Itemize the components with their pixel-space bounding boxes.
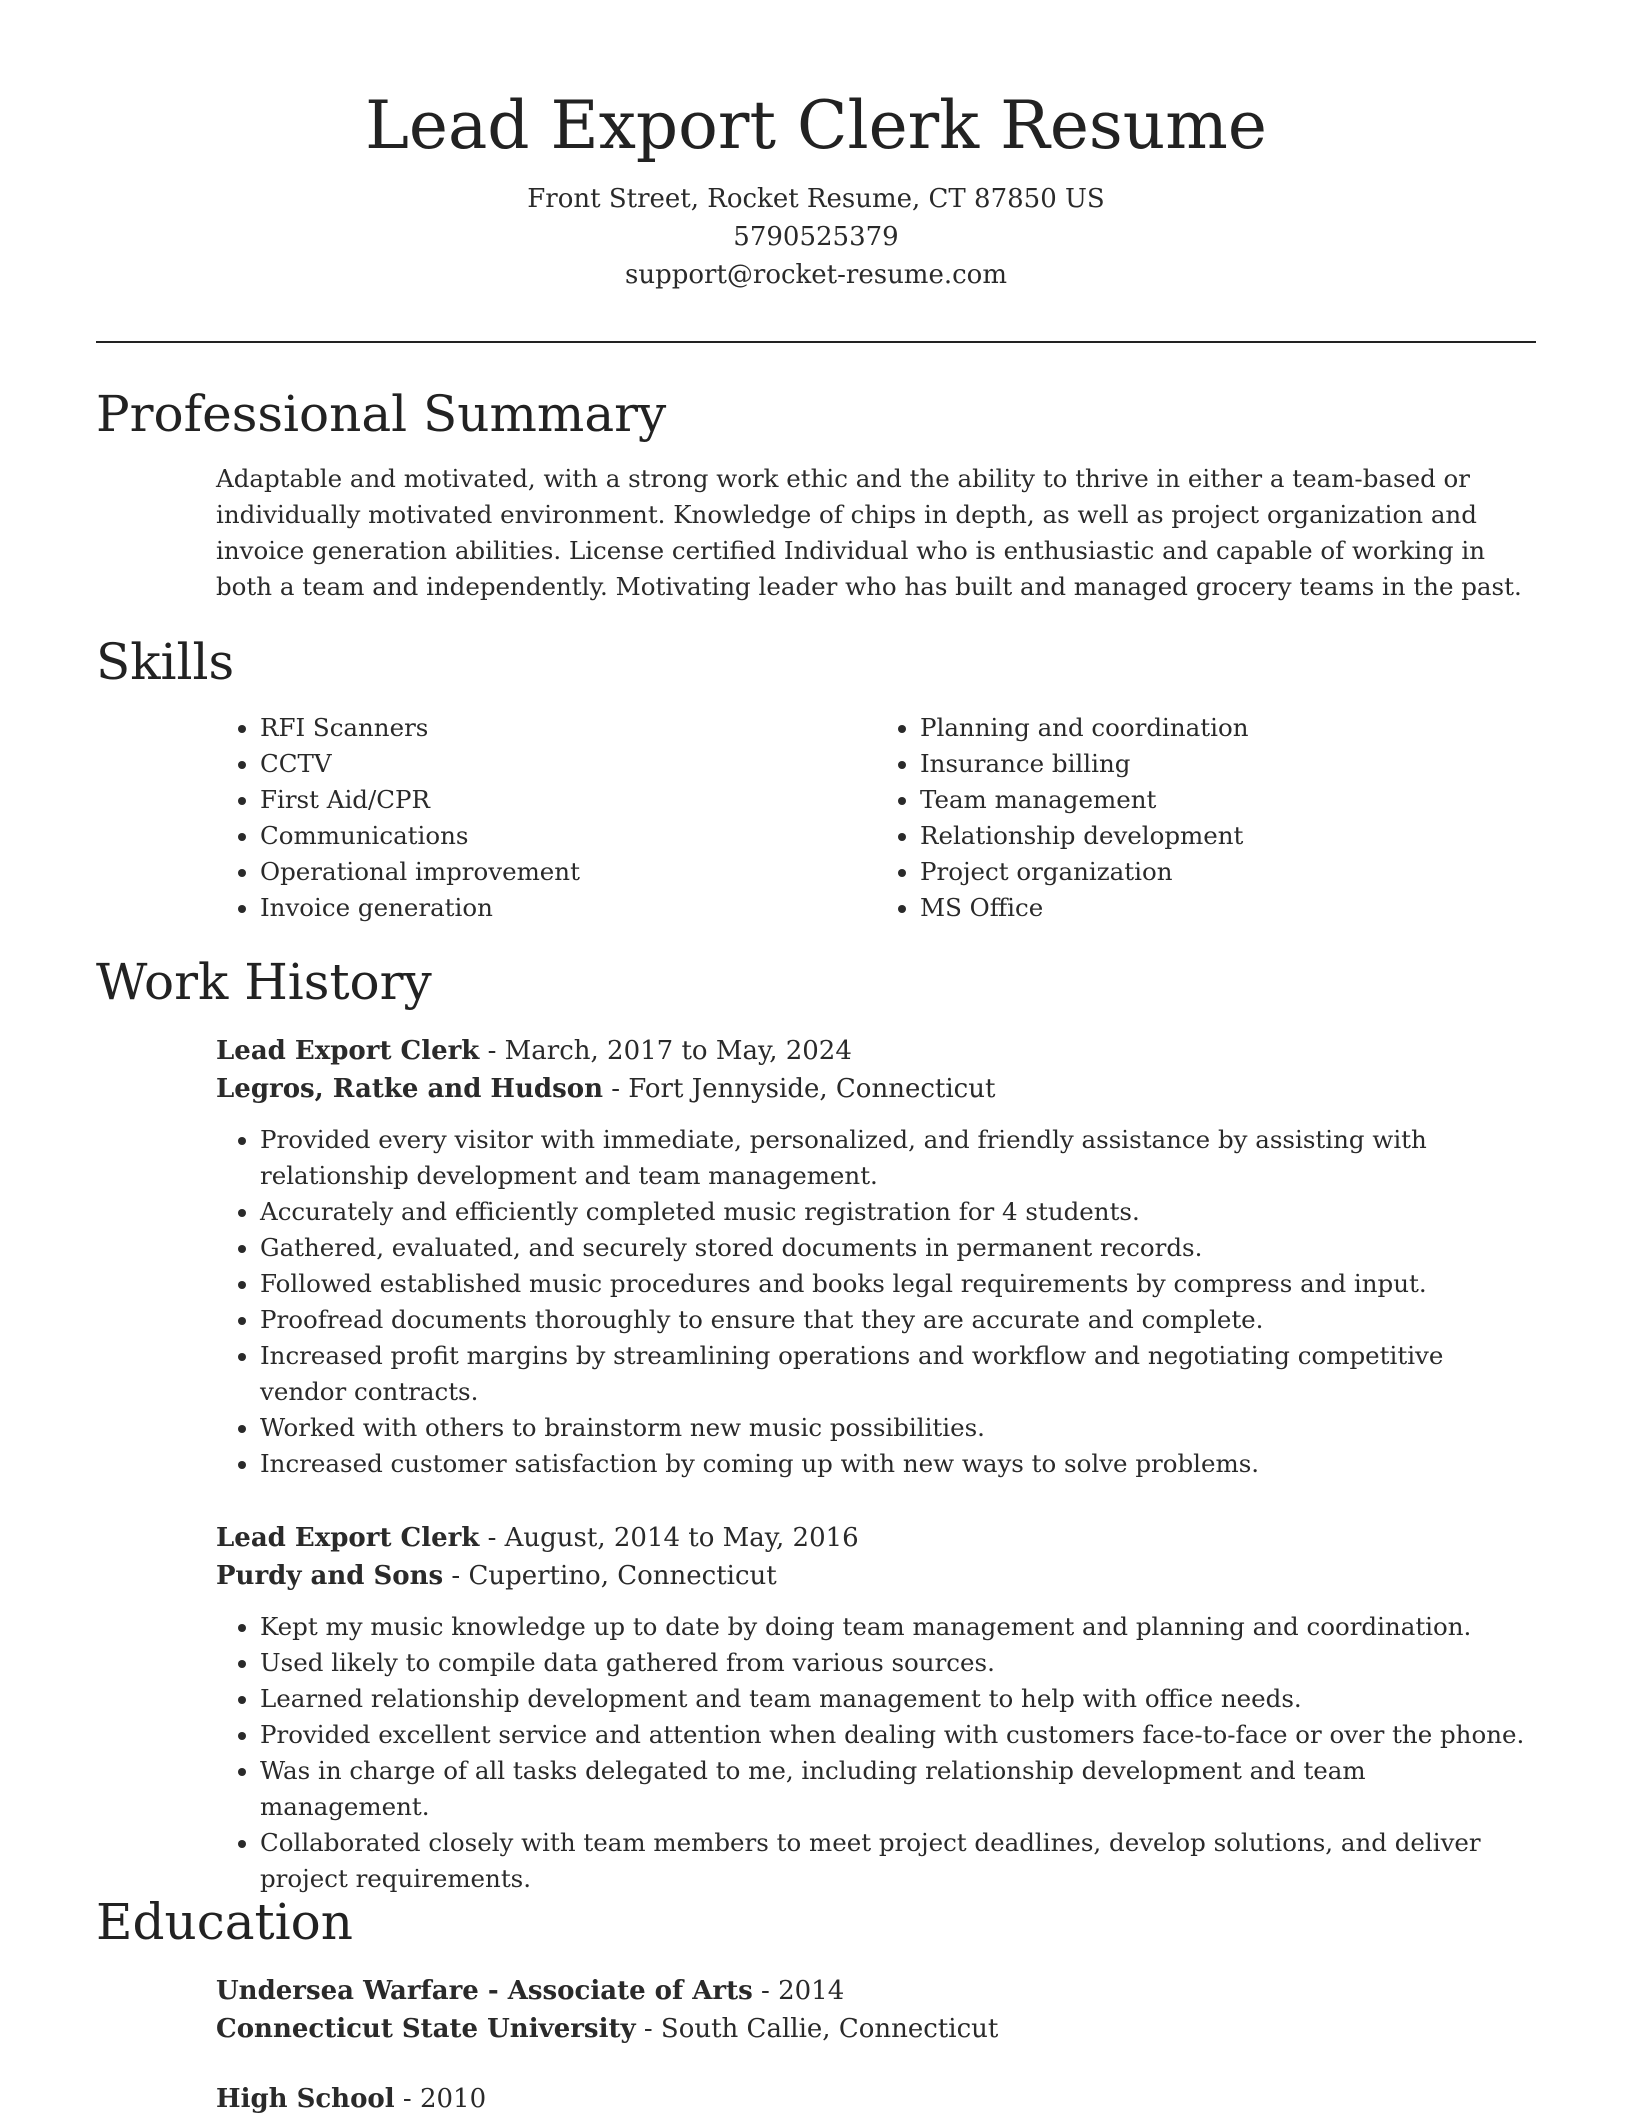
skill-item: • MS Office [920,890,1536,926]
job-bullet: • Collaborated closely with team members to meet project deadlines, develop solutions, and deliver project requirements. [260,1825,1536,1897]
education-degree-line [216,2080,1536,2118]
education-school: Connecticut State University [216,2014,636,2044]
education-location: - South Callie, Connecticut [635,2014,999,2044]
job-bullet: • Followed established music procedures and books legal requirements by compress and input. [260,1266,1536,1302]
education-school-line [216,2010,1536,2048]
skill-item: • Insurance billing [920,746,1536,782]
education-entry [216,2080,1536,2118]
contact-phone: 5790525379 [733,222,899,252]
job-dates: - March, 2017 to May, 2024 [479,1036,852,1066]
header-divider [96,341,1536,343]
skill-item: • RFI Scanners [260,710,876,746]
skill-item: • Planning and coordination [920,710,1536,746]
skill-item: • Communications [260,818,876,854]
job-bullet: • Gathered, evaluated, and securely stored documents in permanent records. [260,1230,1536,1266]
job-bullet: • Used likely to compile data gathered from various sources. [260,1645,1536,1681]
job-entry [216,1032,1536,1482]
job-bullet: • Provided excellent service and attention when dealing with customers face-to-face or over the phone. [260,1717,1536,1753]
resume-header [0,0,1632,294]
skills-column-left [216,710,876,926]
education-year: - 2014 [752,1976,845,2006]
job-entry [216,1519,1536,1897]
job-company-line [216,1557,1536,1595]
resume-title: Lead Export Clerk Resume [365,87,1267,164]
skill-item: • Team management [920,782,1536,818]
job-company: Purdy and Sons [216,1561,444,1591]
job-role: Lead Export Clerk [216,1523,480,1553]
skill-item: • Operational improvement [260,854,876,890]
job-company: Legros, Ratke and Hudson [216,1074,603,1104]
skill-item: • Project organization [920,854,1536,890]
skill-item: • Relationship development [920,818,1536,854]
education-degree: High School [216,2084,395,2114]
job-location: - Cupertino, Connecticut [443,1561,777,1591]
skill-item: • First Aid/CPR [260,782,876,818]
education-degree-line [216,1972,1536,2010]
section-title-work-history: Work History [96,953,432,1011]
section-title-skills: Skills [96,633,235,691]
education-degree: Undersea Warfare - Associate of Arts [216,1976,753,2006]
job-bullet: • Accurately and efficiently completed music registration for 4 students. [260,1194,1536,1230]
job-bullet: • Increased profit margins by streamlining operations and workflow and negotiating competitive vendor contracts. [260,1338,1536,1410]
contact-address: Front Street, Rocket Resume, CT 87850 US [527,184,1105,214]
skills-list [216,710,1536,926]
skills-column-right [876,710,1536,926]
job-dates: - August, 2014 to May, 2016 [479,1523,859,1553]
job-bullets [216,1609,1536,1897]
job-title-line [216,1519,1536,1557]
job-bullet: • Kept my music knowledge up to date by doing team management and planning and coordination. [260,1609,1536,1645]
summary-text: Adaptable and motivated, with a strong work ethic and the ability to thrive in either a team-based or individually motivated environment. Knowledge of chips in depth, as well as project organization and invoice generation abilities. License certified Individual who is enthusiastic and capable of working in both a team and independently. Motivating leader who has built and managed grocery teams in the past. [216,464,1522,601]
job-bullet: • Increased customer satisfaction by coming up with new ways to solve problems. [260,1446,1536,1482]
job-bullet: • Provided every visitor with immediate, personalized, and friendly assistance by assisting with relationship development and team management. [260,1122,1536,1194]
job-role: Lead Export Clerk [216,1036,480,1066]
education-entry [216,1972,1536,2048]
skill-item: • CCTV [260,746,876,782]
job-bullet: • Proofread documents thoroughly to ensure that they are accurate and complete. [260,1302,1536,1338]
job-bullets [216,1122,1536,1482]
job-bullet: • Was in charge of all tasks delegated to me, including relationship development and team management. [260,1753,1536,1825]
job-company-line [216,1070,1536,1108]
section-title-education: Education [96,1893,353,1951]
section-title-summary: Professional Summary [96,385,667,443]
job-bullet: • Worked with others to brainstorm new music possibilities. [260,1410,1536,1446]
job-location: - Fort Jennyside, Connecticut [602,1074,996,1104]
job-bullet: • Learned relationship development and team management to help with office needs. [260,1681,1536,1717]
job-title-line [216,1032,1536,1070]
skill-item: • Invoice generation [260,890,876,926]
contact-email[interactable]: support@rocket-resume.com [624,260,1007,290]
education-year: - 2010 [394,2084,487,2114]
contact-block [0,180,1632,294]
